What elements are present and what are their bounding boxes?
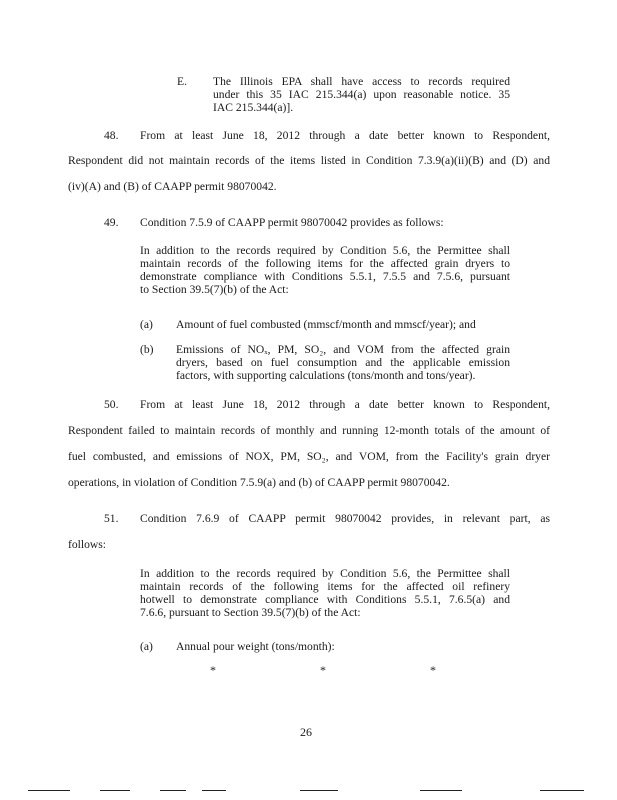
omission-asterisk-3: * (430, 663, 436, 677)
scan-line-3 (160, 790, 186, 791)
item-e-label: E. (177, 75, 187, 88)
para51-quote-line-4: 7.6.6, pursuant to Section 39.5(7)(b) of the Act: (140, 606, 361, 619)
para51-quote-line-1: In addition to the records required by Condition 5.6, the Permittee shall (140, 567, 510, 580)
item-e-line-1: The Illinois EPA shall have access to records required (213, 75, 510, 88)
para51-item-a-label: (a) (140, 640, 153, 653)
para49-number: 49. (104, 216, 119, 229)
para51-line-2: follows: (68, 538, 107, 551)
para51-number: 51. (104, 512, 119, 525)
para50-line-3: fuel combusted, and emissions of NOX, PM, SO₂, and VOM, from the Facility's grain dryer (68, 450, 550, 463)
para48-line-1: From at least June 18, 2012 through a date better known to Respondent, (140, 129, 550, 142)
para48-line-2: Respondent did not maintain records of the items listed in Condition 7.3.9(a)(ii)(B) and (D) and (68, 154, 550, 167)
para49-item-b-line-1: Emissions of NOₓ, PM, SO₂, and VOM from the affected grain (176, 343, 510, 356)
para51-quote-line-2: maintain records of the following items for the affected oil refinery (140, 580, 510, 593)
para49-text: Condition 7.5.9 of CAAPP permit 98070042 provides as follows: (140, 216, 444, 229)
para50-line-1: From at least June 18, 2012 through a date better known to Respondent, (140, 398, 550, 411)
para49-quote-line-3: demonstrate compliance with Conditions 5.5.1, 7.5.5 and 7.5.6, pursuant (140, 270, 510, 283)
para49-quote-line-4: to Section 39.5(7)(b) of the Act: (140, 283, 289, 296)
omission-asterisk-2: * (320, 663, 326, 677)
para50-number: 50. (104, 398, 119, 411)
omission-asterisk-1: * (210, 663, 216, 677)
para49-quote-line-2: maintain records of the following items for the affected grain dryers to (140, 257, 510, 270)
para49-item-b-line-3: factors, with supporting calculations (tons/month and tons/year). (176, 369, 476, 382)
item-e-line-3: IAC 215.344(a)]. (213, 101, 294, 114)
para49-item-b-line-2: dryers, based on fuel consumption and the applicable emission (176, 356, 510, 369)
scan-line-1 (28, 790, 70, 791)
para49-quote-line-1: In addition to the records required by Condition 5.6, the Permittee shall (140, 244, 510, 257)
scan-line-7 (540, 790, 584, 791)
para51-line-1: Condition 7.6.9 of CAAPP permit 98070042 provides, in relevant part, as (140, 512, 550, 525)
scan-line-2 (100, 790, 130, 791)
scan-line-5 (300, 790, 338, 791)
para50-line-2: Respondent failed to maintain records of monthly and running 12-month totals of the amount of (68, 424, 550, 437)
para49-item-b-label: (b) (140, 343, 154, 356)
page-number: 26 (300, 725, 312, 739)
para50-line-4: operations, in violation of Condition 7.5.9(a) and (b) of CAAPP permit 98070042. (68, 476, 450, 489)
para51-item-a-text: Annual pour weight (tons/month): (176, 640, 335, 653)
para48-number: 48. (104, 129, 119, 142)
scan-line-4 (202, 790, 226, 791)
para48-line-3: (iv)(A) and (B) of CAAPP permit 98070042. (68, 180, 277, 193)
para49-item-a-text: Amount of fuel combusted (mmscf/month and mmscf/year); and (176, 318, 476, 331)
item-e-line-2: under this 35 IAC 215.344(a) upon reasonable notice. 35 (213, 88, 510, 101)
scan-line-6 (420, 790, 462, 791)
para51-quote-line-3: hotwell to demonstrate compliance with Conditions 5.5.1, 7.6.5(a) and (140, 593, 510, 606)
para49-item-a-label: (a) (140, 318, 153, 331)
